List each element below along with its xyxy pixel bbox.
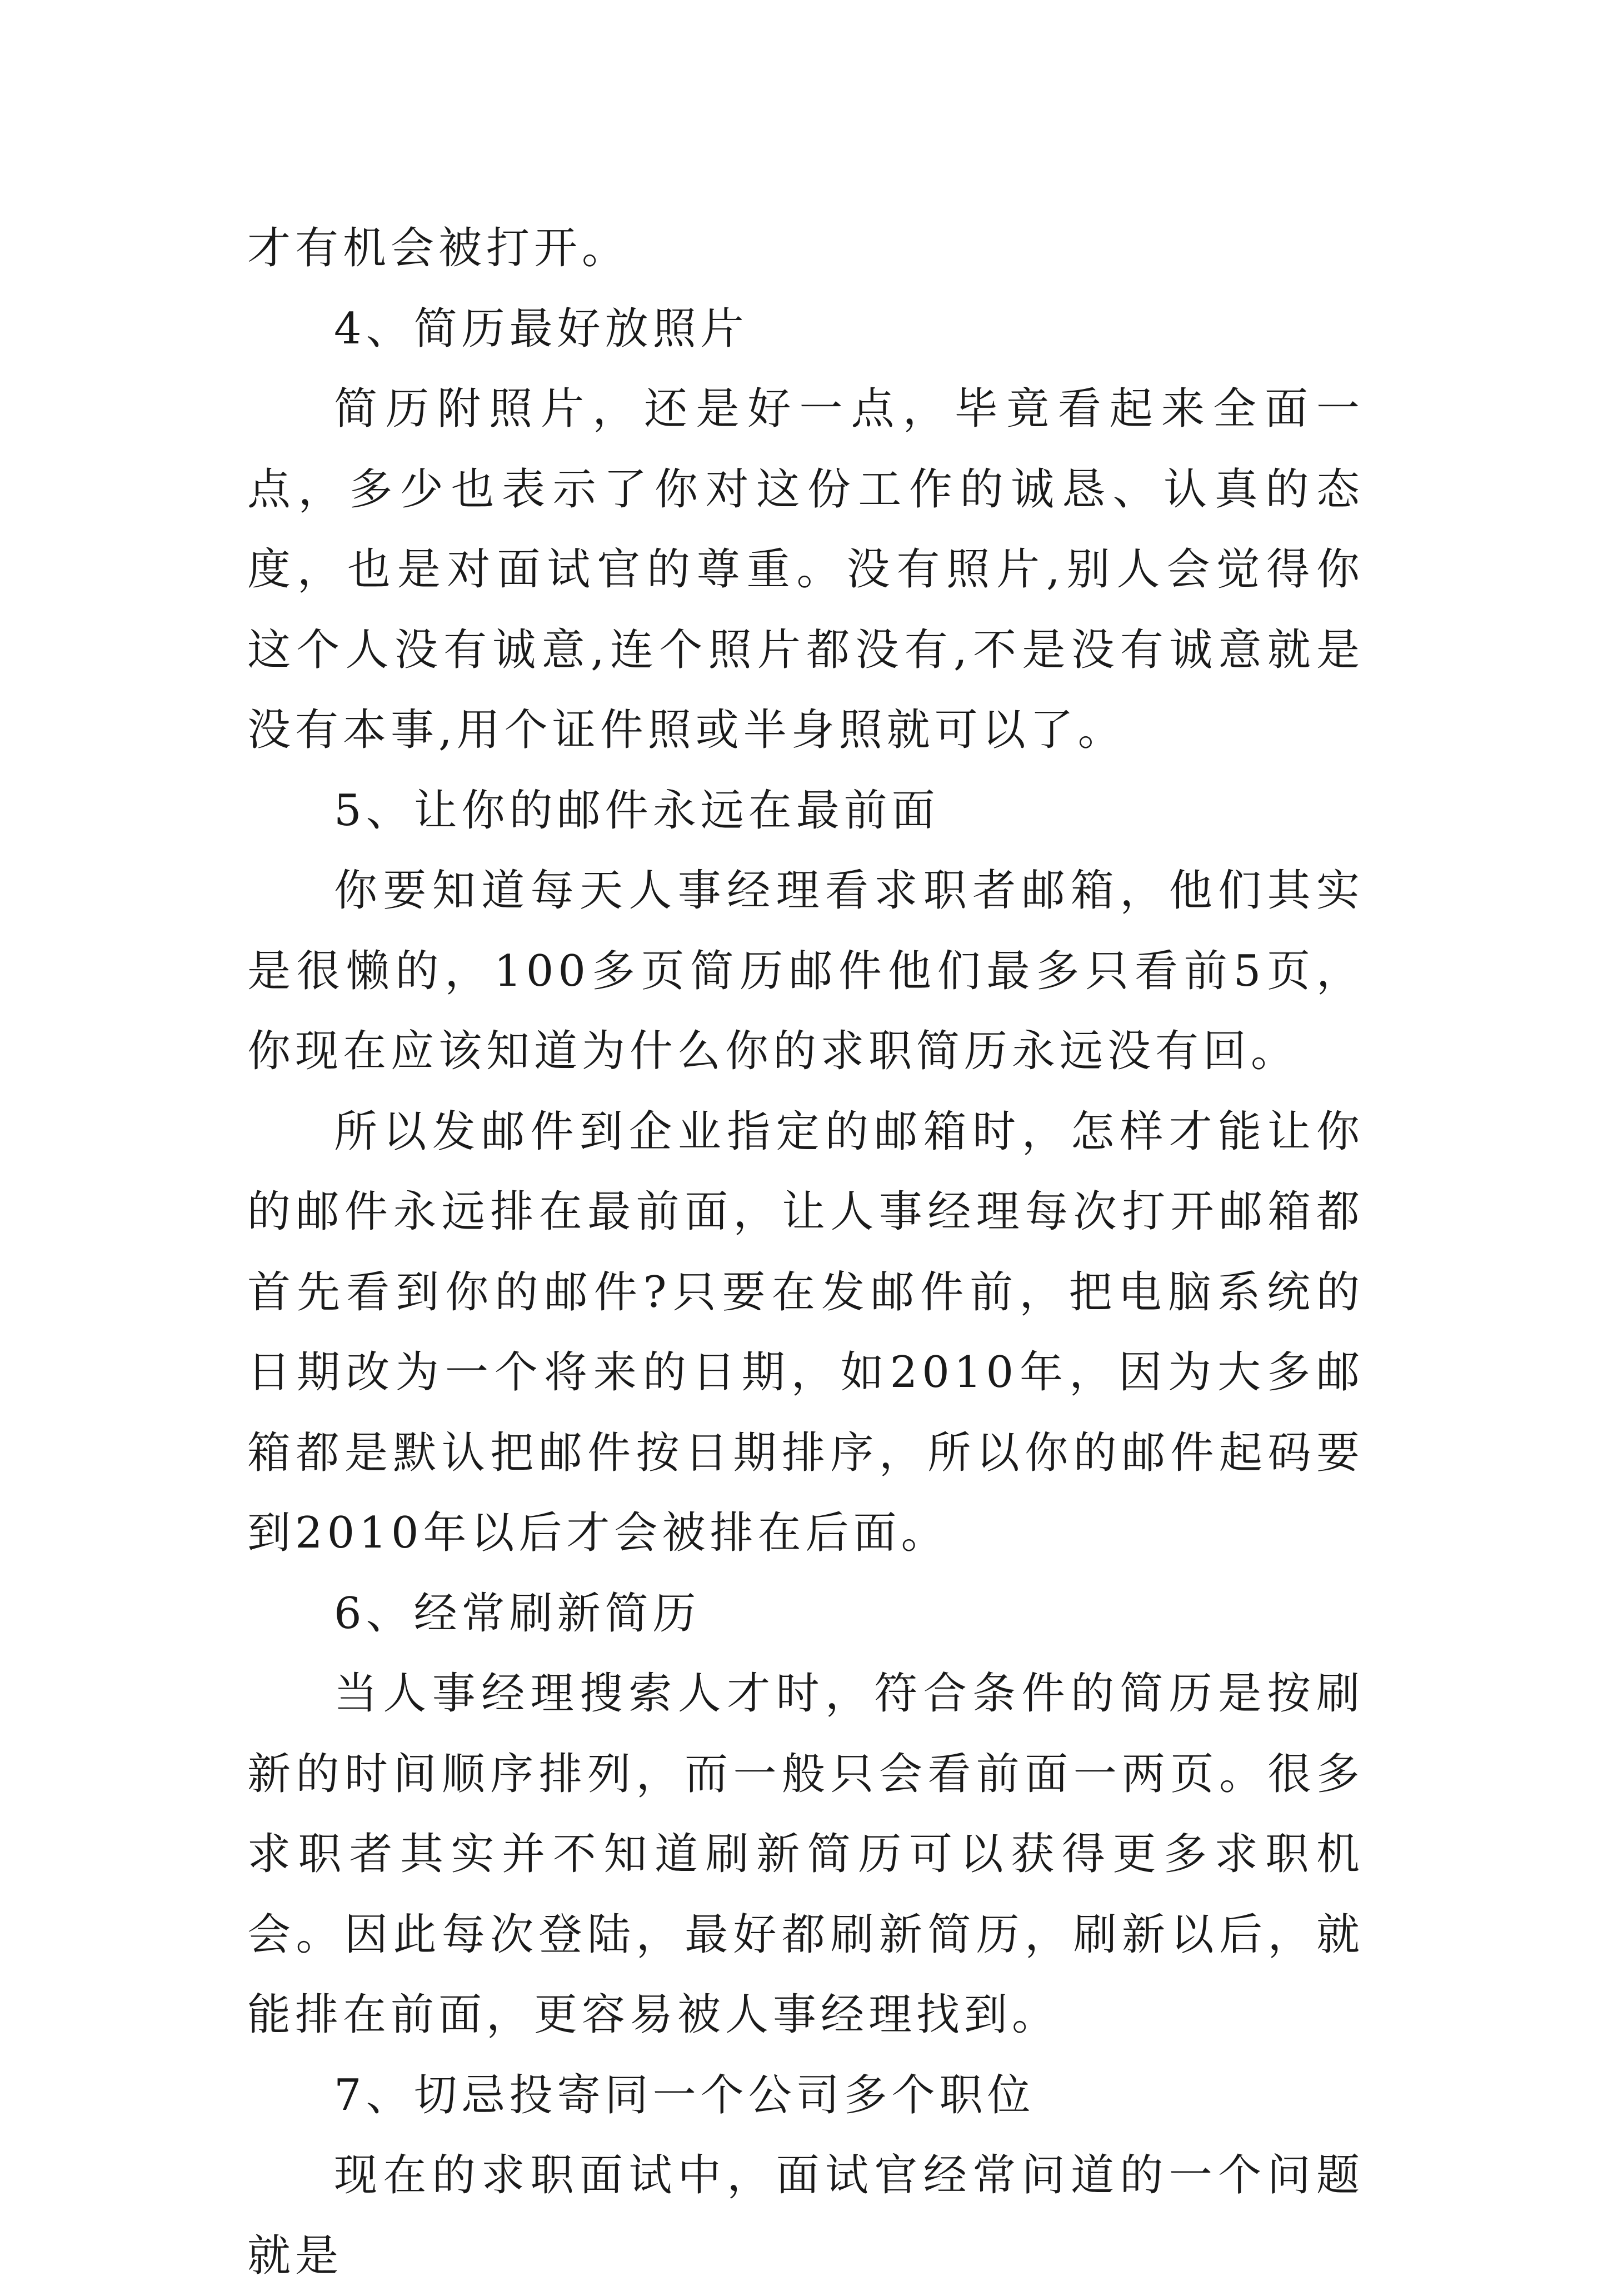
paragraph: 当人事经理搜索人才时，符合条件的简历是按刷新的时间顺序排列，而一般只会看前面一两页。很多求职者其实并不知道刷新简历可以获得更多求职机会。因此每次登陆，最好都刷新简历，刷新以后，就能排在前面，更容易被人事经理找到。 [247,1669,1364,2040]
paragraph: 现在的求职面试中，面试官经常问道的一个问题就是 [247,2150,1364,2281]
section-heading-7: 7、切忌投寄同一个公司多个职位 [334,2070,1035,2120]
paragraph: 你要知道每天人事经理看求职者邮箱，他们其实是很懒的，100多页简历邮件他们最多只看前5页，你现在应该知道为什么你的求职简历永远没有回。 [247,866,1364,1076]
section-heading-5: 5、让你的邮件永远在最前面 [334,785,940,836]
paragraph-continuation: 才有机会被打开。 [247,223,630,273]
section-heading-6: 6、经常刷新简历 [334,1588,701,1639]
paragraph: 简历附照片，还是好一点，毕竟看起来全面一点，多少也表示了你对这份工作的诚恳、认真的态度，也是对面试官的尊重。没有照片,别人会觉得你这个人没有诚意,连个照片都没有,不是没有诚意就是没有本事,用个证件照或半身照就可以了。 [247,384,1364,755]
document-body [247,208,1364,2296]
section-heading-4: 4、简历最好放照片 [334,303,748,354]
paragraph: 所以发邮件到企业指定的邮箱时，怎样才能让你的邮件永远排在最前面，让人事经理每次打开邮箱都首先看到你的邮件?只要在发邮件前，把电脑系统的日期改为一个将来的日期，如2010年，因为大多邮箱都是默认把邮件按日期排序，所以你的邮件起码要到2010年以后才会被排在后面。 [247,1106,1364,1558]
